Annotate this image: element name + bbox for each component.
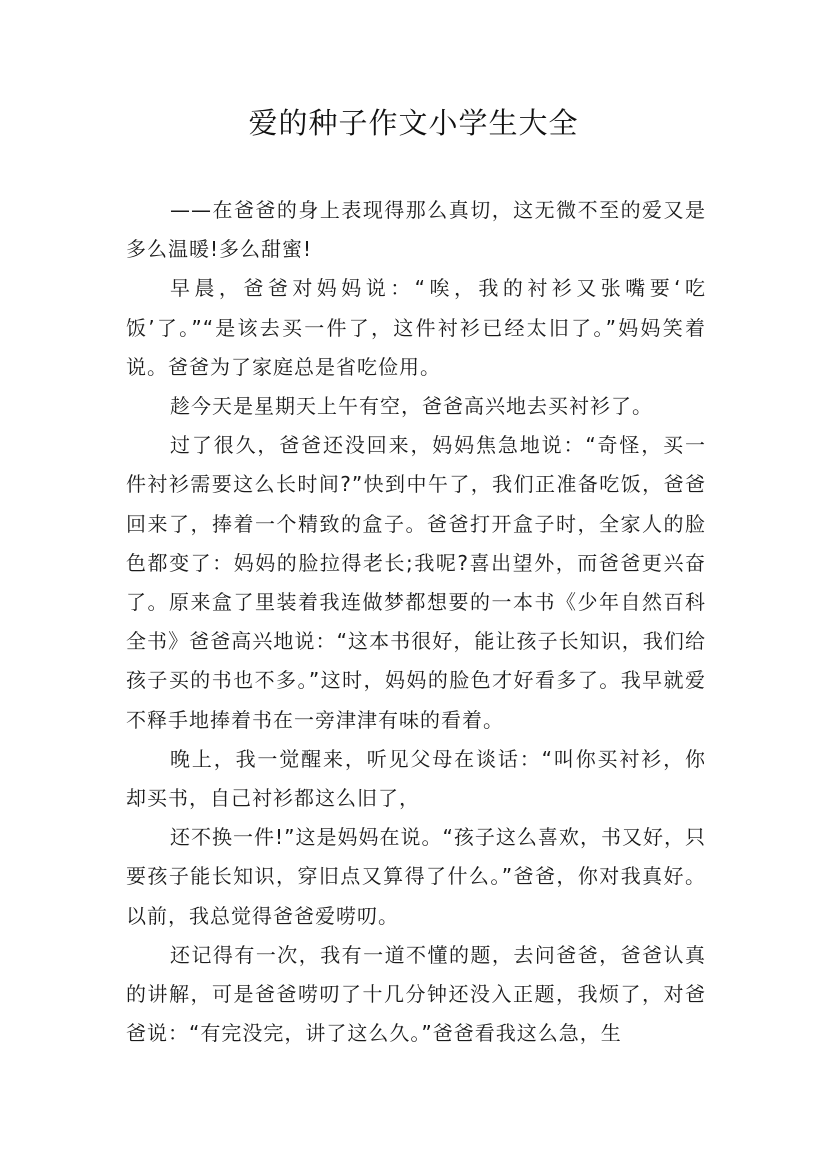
paragraph: 趁今天是星期天上午有空，爸爸高兴地去买衬衫了。 xyxy=(170,394,653,419)
document-title: 爱的种子作文小学生大全 xyxy=(248,106,579,140)
paragraph: 晚上，我一觉醒来，听见父母在谈话：“叫你买衬衫，你却买书，自己衬衫都这么旧了， xyxy=(126,746,706,811)
paragraph: 还记得有一次，我有一道不懂的题，去问爸爸，爸爸认真的讲解，可是爸爸唠叨了十几分钟还没入正题，我烦了，对爸爸说：“有完没完，讲了这么久。”爸爸看我这么急，生 xyxy=(126,942,706,1046)
paragraph: 还不换一件!”这是妈妈在说。“孩子这么喜欢，书又好，只要孩子能长知识，穿旧点又算得了什么。”爸爸，你对我真好。以前，我总觉得爸爸爱唠叨。 xyxy=(126,825,706,928)
paragraph: 过了很久，爸爸还没回来，妈妈焦急地说：“奇怪，买一件衬衫需要这么长时间?”快到中午了，我们正准备吃饭，爸爸回来了，捧着一个精致的盒子。爸爸打开盒子时，全家人的脸色都变了：妈妈的脸拉得老长;我呢?喜出望外，而爸爸更兴奋了。原来盒了里装着我连做梦都想要的一本书《少年自然百科全书》爸爸高兴地说：“这本书很好，能让孩子长知识，我们给孩子买的书也不多。”这时，妈妈的脸色才好看多了。我早就爱不释手地捧着书在一旁津津有味的看着。 xyxy=(126,433,706,732)
paragraph: ——在爸爸的身上表现得那么真切，这无微不至的爱又是多么温暖!多么甜蜜! xyxy=(126,198,706,262)
document-body xyxy=(126,191,706,1053)
paragraph: 早晨，爸爸对妈妈说：“唉，我的衬衫又张嘴要‘吃饭’了。”“是该去买一件了，这件衬衫已经太旧了。”妈妈笑着说。爸爸为了家庭总是省吃俭用。 xyxy=(126,276,706,379)
